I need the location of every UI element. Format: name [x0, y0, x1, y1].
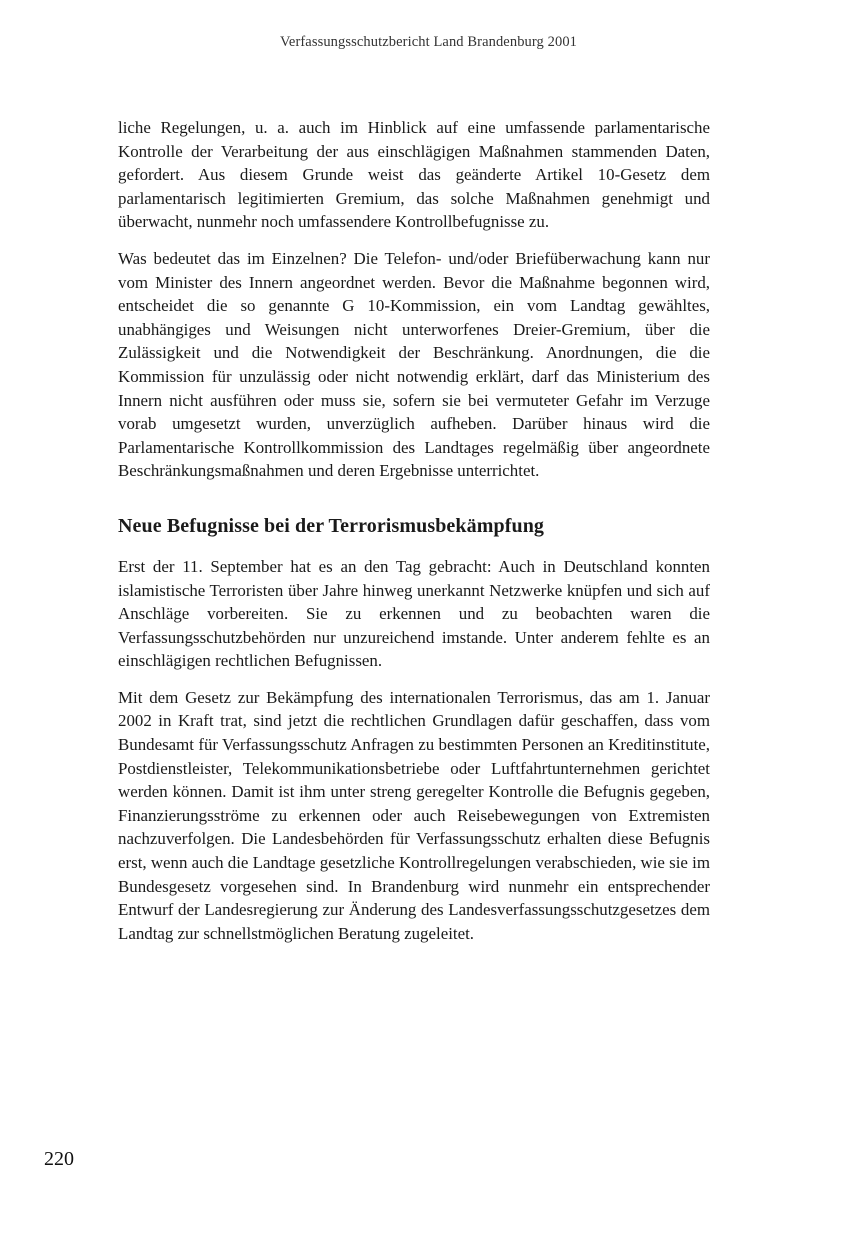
paragraph-parliamentary-control: liche Regelungen, u. a. auch im Hinblick auf eine umfassende parlamentarische Kontrolle der Verarbeitung der aus einschlägigen Maßnahmen stammenden Daten, gefordert. Aus diesem Grunde weist das geänderte Artikel 10-Gesetz dem parlamentarisch legitimierten Gremium, das solche Maßnahmen genehmigt und überwacht, nunmehr noch umfassendere Kontrollbefugnisse zu. [118, 118, 710, 232]
paragraph-september-11: Erst der 11. September hat es an den Tag gebracht: Auch in Deutschland konnten islamistische Terroristen über Jahre hinweg unerkannt Netzwerke knüpfen und sich auf Anschläge vorbereiten. Sie zu erkennen und zu beobachten waren die Verfassungsschutzbehörden nur unzureichend imstande. Unter anderem fehlte es an einschlägigen rechtlichen Befugnissen. [118, 556, 710, 671]
paragraph-terrorism-law: Mit dem Gesetz zur Bekämpfung des internationalen Terrorismus, das am 1. Januar 2002 in Kraft trat, sind jetzt die rechtlichen Grundlagen dafür geschaffen, dass vom Bundesamt für Verfassungsschutz Anfragen zu bestimmten Personen an Kreditinstitute, Postdienstleister, Telekommunikationsbetriebe oder Luftfahrtunternehmen gerichtet werden können. Damit ist ihm unter streng geregelter Kontrolle die Befugnis gegeben, Finanzierungsströme zu erkennen oder auch Reisebewegungen von Extremisten nachzuverfolgen. Die Landesbehörden für Verfassungsschutz erhalten diese Befugnis erst, wenn auch die Landtage gesetzliche Kontrollregelungen verabschieden, wie sie im Bundesgesetz vorgesehen sind. In Brandenburg wird nunmehr ein entsprechender Entwurf der Landesregierung zur Änderung des Landesverfassungsschutzgesetzes dem Landtag zur schnellstmöglichen Beratung zugeleitet. [118, 687, 710, 943]
page-body [118, 116, 710, 958]
running-header: Verfassungsschutzbericht Land Brandenburg 2001 [279, 34, 578, 50]
paragraph-g10-procedure: Was bedeutet das im Einzelnen? Die Telefon- und/oder Briefüberwachung kann nur vom Minister des Innern angeordnet werden. Bevor die Maßnahme begonnen wird, entscheidet die so genannte G 10-Kommission, ein vom Landtag gewähltes, unabhängiges und Weisungen nicht unterworfenes Dreier-Gremium, über die Zulässigkeit und die Notwendigkeit der Beschränkung. Anordnungen, die die Kommission für unzulässig oder nicht notwendig erklärt, darf das Ministerium des Innern nicht ausführen oder muss sie, sofern sie bei vermuteter Gefahr im Verzuge vorab umgesetzt wurden, unverzüglich aufheben. Darüber hinaus wird die Parlamentarische Kontrollkommission des Landtages regelmäßig über angeordnete Beschränkungsmaßnahmen und deren Ergebnisse unterrichtet. [118, 248, 710, 481]
page-number: 220 [44, 1148, 74, 1170]
section-heading: Neue Befugnisse bei der Terrorismusbekämpfung [118, 514, 545, 537]
